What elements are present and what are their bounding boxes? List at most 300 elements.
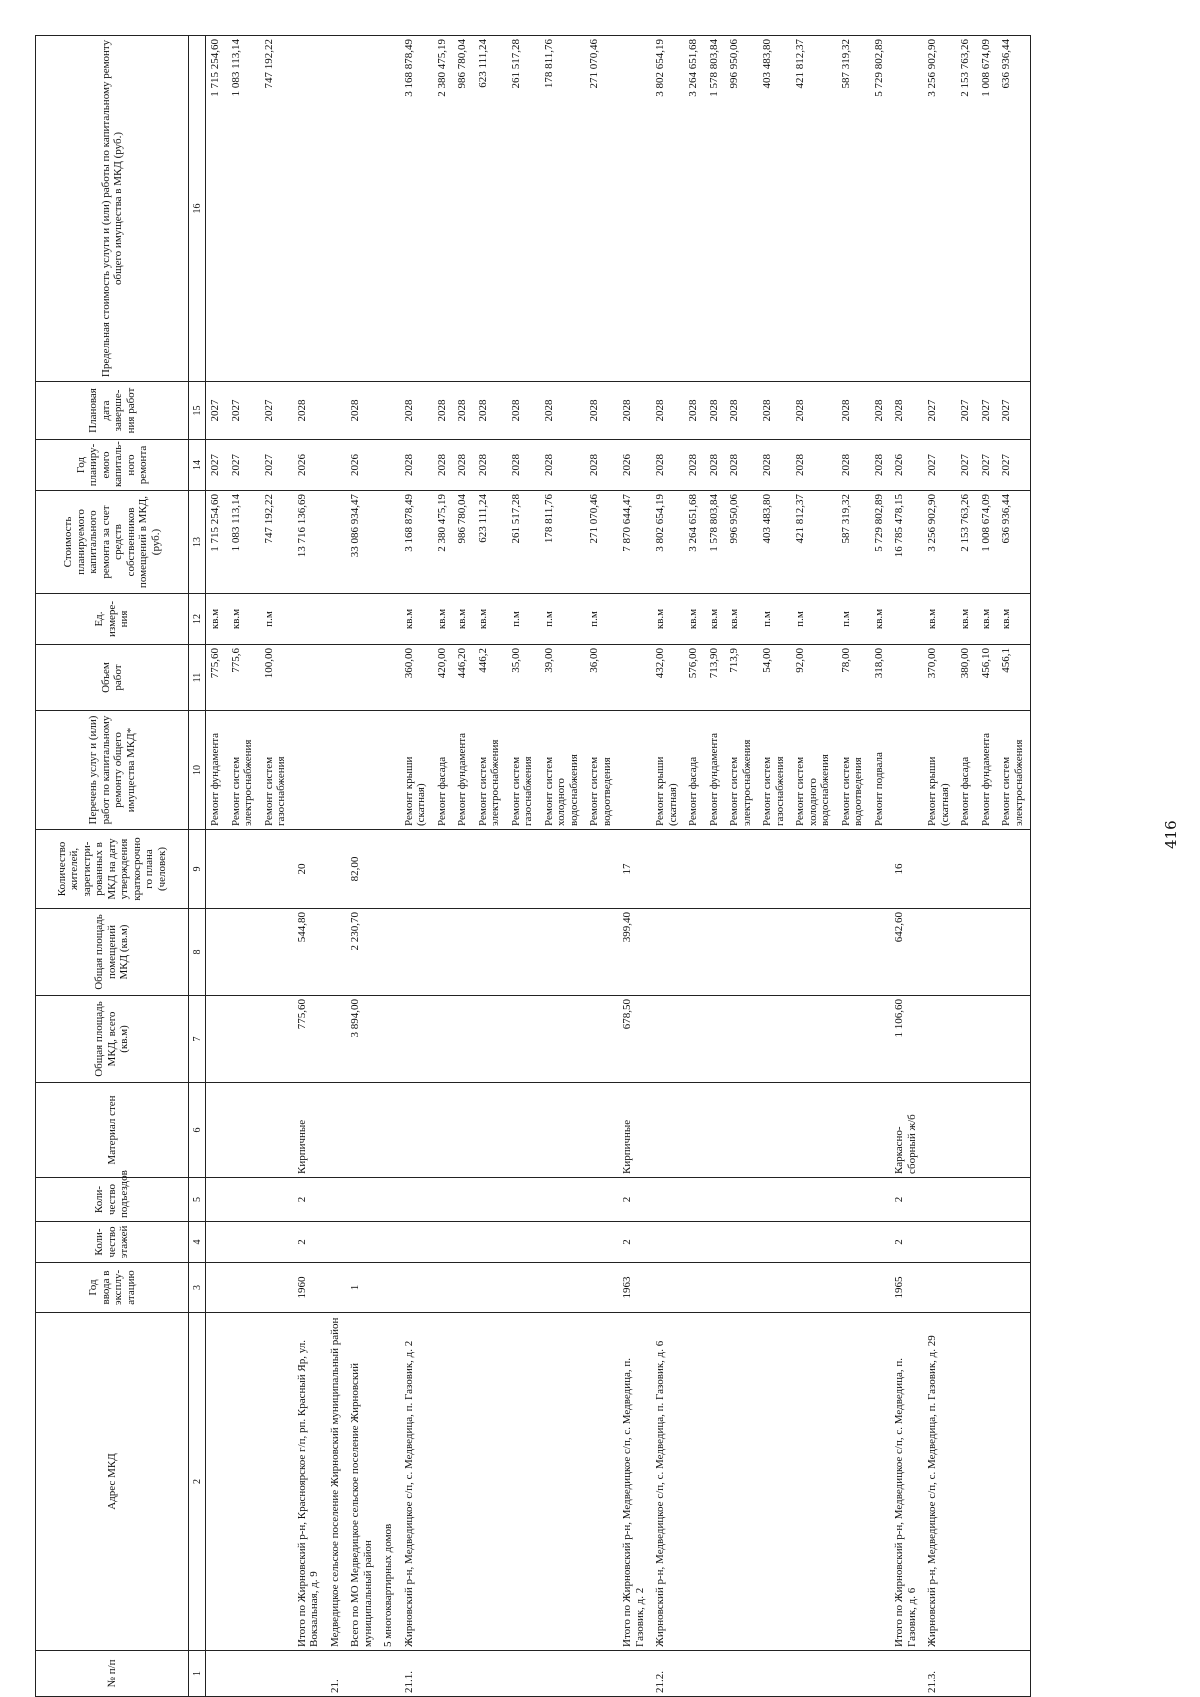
table-cell: 2027 — [227, 440, 260, 491]
table-cell — [923, 1083, 956, 1178]
table-cell: 13 716 136,69 — [293, 491, 326, 594]
table-row — [684, 36, 705, 1697]
table-row — [890, 36, 923, 1697]
table-cell — [977, 996, 998, 1083]
column-header: № п/п — [36, 1651, 189, 1697]
column-number: 12 — [189, 594, 206, 645]
table-cell: Ремонт крыши (скатная) — [400, 711, 433, 830]
table-cell — [651, 996, 684, 1083]
table-cell — [791, 1651, 837, 1697]
table-cell — [837, 1083, 870, 1178]
table-cell — [725, 1313, 758, 1651]
table-cell — [453, 1651, 474, 1697]
table-cell — [507, 1263, 540, 1313]
table-cell: 2028 — [585, 440, 618, 491]
table-cell: кв.м — [997, 594, 1031, 645]
table-cell — [379, 382, 400, 440]
table-cell — [206, 1222, 227, 1263]
table-cell: 2028 — [585, 382, 618, 440]
table-cell: 2028 — [474, 382, 507, 440]
table-cell — [379, 594, 400, 645]
table-cell — [705, 1222, 726, 1263]
table-cell — [725, 830, 758, 909]
table-cell — [618, 1651, 651, 1697]
table-cell: 2028 — [400, 440, 433, 491]
table-cell: 636 936,44 — [997, 36, 1031, 382]
column-number: 8 — [189, 909, 206, 996]
column-number: 1 — [189, 1651, 206, 1697]
table-cell: 92,00 — [791, 645, 837, 711]
table-row — [453, 36, 474, 1697]
table-cell: 2028 — [540, 382, 586, 440]
column-header: Коли-чество подъездов — [36, 1178, 189, 1222]
column-header: Материал стен — [36, 1083, 189, 1178]
table-cell — [540, 1651, 586, 1697]
table-cell: 3 168 878,49 — [400, 491, 433, 594]
table-cell: 544,80 — [293, 909, 326, 996]
table-cell — [997, 830, 1031, 909]
table-cell — [837, 1178, 870, 1222]
table-cell: 775,60 — [206, 645, 227, 711]
table-cell — [837, 909, 870, 996]
table-cell: кв.м — [651, 594, 684, 645]
table-cell — [453, 996, 474, 1083]
table-cell: 2027 — [997, 382, 1031, 440]
table-cell: Каркасно-сборный ж/б — [890, 1083, 923, 1178]
table-cell — [346, 36, 379, 382]
table-cell: 2028 — [400, 382, 433, 440]
table-cell — [326, 36, 347, 382]
table-cell — [474, 1651, 507, 1697]
table-cell — [433, 996, 454, 1083]
table-cell — [725, 909, 758, 996]
table-cell — [474, 1313, 507, 1651]
table-cell: 2027 — [923, 440, 956, 491]
table-cell — [379, 491, 400, 594]
table-cell — [585, 830, 618, 909]
table-row — [923, 36, 956, 1697]
table-cell — [585, 996, 618, 1083]
table-cell — [260, 909, 293, 996]
table-cell: 996 950,06 — [725, 491, 758, 594]
table-cell: Ремонт фундамента — [206, 711, 227, 830]
column-number: 5 — [189, 1178, 206, 1222]
table-cell — [400, 1263, 433, 1313]
table-cell: 2027 — [956, 440, 977, 491]
table-cell: 2028 — [684, 440, 705, 491]
table-cell — [379, 1083, 400, 1178]
table-cell: 2027 — [977, 440, 998, 491]
table-cell: 2028 — [705, 382, 726, 440]
table-row — [540, 36, 586, 1697]
column-number: 14 — [189, 440, 206, 491]
table-cell — [293, 711, 326, 830]
table-cell: 2028 — [791, 382, 837, 440]
table-row — [758, 36, 791, 1697]
table-cell — [837, 1263, 870, 1313]
table-cell — [474, 909, 507, 996]
table-cell: п.м — [758, 594, 791, 645]
table-cell: 2028 — [870, 382, 891, 440]
table-cell: 420,00 — [433, 645, 454, 711]
table-cell: 2028 — [791, 440, 837, 491]
table-cell: 3 264 651,68 — [684, 491, 705, 594]
table-cell — [379, 996, 400, 1083]
table-cell — [923, 996, 956, 1083]
table-cell: кв.м — [474, 594, 507, 645]
table-cell: 2028 — [837, 382, 870, 440]
table-cell: Всего по МО Медведицкое сельское поселение Жирновский муниципальный район — [346, 1313, 379, 1651]
table-cell: 261 517,28 — [507, 36, 540, 382]
table-cell — [326, 909, 347, 996]
table-cell — [453, 1178, 474, 1222]
table-cell: 39,00 — [540, 645, 586, 711]
table-cell — [540, 909, 586, 996]
table-cell: 5 729 802,89 — [870, 36, 891, 382]
table-cell — [956, 1222, 977, 1263]
table-cell — [346, 645, 379, 711]
table-cell — [326, 491, 347, 594]
table-cell — [433, 830, 454, 909]
table-cell — [379, 1222, 400, 1263]
table-row — [326, 36, 347, 1697]
table-cell: 2027 — [977, 382, 998, 440]
table-cell — [870, 1083, 891, 1178]
table-cell — [206, 1178, 227, 1222]
table-cell — [293, 594, 326, 645]
table-cell — [725, 996, 758, 1083]
table-cell: 2028 — [758, 382, 791, 440]
table-cell: 2 153 763,26 — [956, 491, 977, 594]
repair-plan-table — [35, 35, 1031, 1697]
table-cell: 2027 — [227, 382, 260, 440]
table-cell — [705, 1178, 726, 1222]
table-cell: кв.м — [684, 594, 705, 645]
table-cell — [684, 909, 705, 996]
table-cell: 21. — [326, 1651, 347, 1697]
table-cell — [293, 645, 326, 711]
table-cell — [890, 711, 923, 830]
table-cell — [956, 1083, 977, 1178]
table-cell — [997, 1313, 1031, 1651]
table-cell: 2028 — [725, 440, 758, 491]
table-cell: 21.3. — [923, 1651, 956, 1697]
table-cell — [923, 1222, 956, 1263]
table-cell: 2 380 475,19 — [433, 491, 454, 594]
table-cell: 403 483,80 — [758, 491, 791, 594]
table-cell: 587 319,32 — [837, 36, 870, 382]
table-cell: кв.м — [400, 594, 433, 645]
column-number: 6 — [189, 1083, 206, 1178]
table-cell: 2028 — [540, 440, 586, 491]
table-cell — [227, 909, 260, 996]
table-cell: 318,00 — [870, 645, 891, 711]
table-cell: 2027 — [260, 382, 293, 440]
column-header: Плановая дата заверше-ния работ — [36, 382, 189, 440]
table-cell — [956, 1651, 977, 1697]
table-cell: Ремонт систем водоотведения — [837, 711, 870, 830]
table-cell — [346, 711, 379, 830]
table-cell: Жирновский р-н, Медведицкое с/п, с. Медведица, п. Газовик, д. 29 — [923, 1313, 956, 1651]
table-cell: 1 008 674,09 — [977, 36, 998, 382]
table-cell — [956, 1263, 977, 1313]
table-cell — [791, 1222, 837, 1263]
column-number: 4 — [189, 1222, 206, 1263]
table-cell: 713,9 — [725, 645, 758, 711]
table-cell: 2027 — [206, 382, 227, 440]
table-row — [870, 36, 891, 1697]
table-cell — [791, 1313, 837, 1651]
column-number: 10 — [189, 711, 206, 830]
column-number: 2 — [189, 1313, 206, 1651]
table-cell: 2027 — [997, 440, 1031, 491]
table-cell: 178 811,76 — [540, 491, 586, 594]
table-cell: кв.м — [870, 594, 891, 645]
table-cell — [585, 1651, 618, 1697]
table-cell — [725, 1222, 758, 1263]
table-cell: Ремонт фундамента — [453, 711, 474, 830]
table-cell — [260, 1222, 293, 1263]
table-cell: кв.м — [923, 594, 956, 645]
table-cell — [585, 1083, 618, 1178]
table-cell: 100,00 — [260, 645, 293, 711]
table-cell — [758, 909, 791, 996]
table-cell: Ремонт подвала — [870, 711, 891, 830]
table-cell: 2 — [293, 1178, 326, 1222]
table-cell: 2028 — [725, 382, 758, 440]
column-number: 11 — [189, 645, 206, 711]
table-cell: Итого по Жирновский р-н, Медведицкое с/п, с. Медведица, п. Газовик, д. 6 — [890, 1313, 923, 1651]
table-cell — [585, 909, 618, 996]
table-cell — [540, 1083, 586, 1178]
table-cell — [890, 645, 923, 711]
table-cell: 2028 — [758, 440, 791, 491]
table-cell — [379, 830, 400, 909]
table-cell — [758, 830, 791, 909]
table-cell: Жирновский р-н, Медведицкое с/п, с. Медведица, п. Газовик, д. 2 — [400, 1313, 433, 1651]
table-cell: 2028 — [651, 440, 684, 491]
table-row — [977, 36, 998, 1697]
table-cell — [346, 1222, 379, 1263]
table-cell — [206, 1651, 227, 1697]
table-cell — [705, 909, 726, 996]
table-cell — [651, 1178, 684, 1222]
table-row — [433, 36, 454, 1697]
table-cell — [433, 1651, 454, 1697]
table-cell: кв.м — [956, 594, 977, 645]
table-cell — [400, 909, 433, 996]
table-cell: 370,00 — [923, 645, 956, 711]
table-cell — [684, 1178, 705, 1222]
table-cell: кв.м — [977, 594, 998, 645]
table-cell: Ремонт систем электроснабжения — [725, 711, 758, 830]
table-cell — [540, 1222, 586, 1263]
table-cell: 16 785 478,15 — [890, 491, 923, 594]
table-cell: п.м — [791, 594, 837, 645]
table-cell: п.м — [260, 594, 293, 645]
table-cell — [705, 1651, 726, 1697]
table-cell — [923, 909, 956, 996]
table-cell — [507, 830, 540, 909]
table-cell: 271 070,46 — [585, 36, 618, 382]
table-cell — [758, 1313, 791, 1651]
column-header: Адрес МКД — [36, 1313, 189, 1651]
table-cell — [651, 830, 684, 909]
table-row — [206, 36, 227, 1697]
table-cell — [651, 909, 684, 996]
table-cell — [758, 1083, 791, 1178]
table-cell — [870, 1263, 891, 1313]
table-cell — [379, 909, 400, 996]
table-row — [474, 36, 507, 1697]
table-cell — [540, 996, 586, 1083]
table-cell — [453, 1222, 474, 1263]
table-cell: 456,1 — [997, 645, 1031, 711]
table-cell — [453, 830, 474, 909]
table-cell — [725, 1651, 758, 1697]
table-cell — [507, 1651, 540, 1697]
table-cell: 2028 — [507, 440, 540, 491]
table-cell: 1 083 113,14 — [227, 36, 260, 382]
table-cell: 261 517,28 — [507, 491, 540, 594]
table-cell: 576,00 — [684, 645, 705, 711]
table-cell: Ремонт крыши (скатная) — [923, 711, 956, 830]
table-cell — [725, 1083, 758, 1178]
table-cell: 20 — [293, 830, 326, 909]
table-cell — [997, 909, 1031, 996]
table-cell — [758, 1222, 791, 1263]
table-cell: 17 — [618, 830, 651, 909]
table-cell: 636 936,44 — [997, 491, 1031, 594]
table-cell — [260, 1313, 293, 1651]
table-cell — [977, 830, 998, 909]
table-cell: 2027 — [923, 382, 956, 440]
table-cell — [346, 1083, 379, 1178]
table-cell — [837, 830, 870, 909]
table-cell — [791, 909, 837, 996]
table-cell: кв.м — [206, 594, 227, 645]
table-cell — [433, 1222, 454, 1263]
table-cell: 2028 — [433, 440, 454, 491]
table-cell — [326, 440, 347, 491]
table-cell — [977, 1083, 998, 1178]
table-cell: 3 264 651,68 — [684, 36, 705, 382]
table-cell: 360,00 — [400, 645, 433, 711]
table-cell: 3 802 654,19 — [651, 491, 684, 594]
table-cell: 2027 — [260, 440, 293, 491]
table-cell: Жирновский р-н, Медведицкое с/п, с. Медведица, п. Газовик, д. 6 — [651, 1313, 684, 1651]
column-number: 7 — [189, 996, 206, 1083]
table-cell — [326, 1083, 347, 1178]
table-cell: 403 483,80 — [758, 36, 791, 382]
table-cell: 2028 — [507, 382, 540, 440]
table-cell — [379, 36, 400, 382]
table-cell — [227, 1651, 260, 1697]
table-cell: 1 008 674,09 — [977, 491, 998, 594]
table-cell: Итого по Жирновский р-н, Медведицкое с/п, с. Медведица, п. Газовик, д. 2 — [618, 1313, 651, 1651]
table-cell: 1963 — [618, 1263, 651, 1313]
page-number: 416 — [1162, 820, 1180, 849]
table-cell — [346, 594, 379, 645]
table-cell: 380,00 — [956, 645, 977, 711]
table-cell — [346, 1178, 379, 1222]
table-cell — [837, 1651, 870, 1697]
table-cell — [618, 36, 651, 382]
table-cell — [540, 1178, 586, 1222]
table-row — [400, 36, 433, 1697]
table-cell — [997, 1222, 1031, 1263]
table-cell: 2 — [293, 1222, 326, 1263]
table-cell: 421 812,37 — [791, 36, 837, 382]
table-cell: 3 894,00 — [346, 996, 379, 1083]
table-cell — [379, 440, 400, 491]
table-cell — [651, 1263, 684, 1313]
column-header: Общая площадь помещений МКД (кв.м) — [36, 909, 189, 996]
column-number: 13 — [189, 491, 206, 594]
table-cell — [705, 1083, 726, 1178]
column-number: 15 — [189, 382, 206, 440]
table-cell: кв.м — [453, 594, 474, 645]
table-cell: 2026 — [293, 440, 326, 491]
table-cell — [956, 1178, 977, 1222]
table-cell: Ремонт систем газоснабжения — [507, 711, 540, 830]
table-cell: 2027 — [956, 382, 977, 440]
table-cell — [997, 1083, 1031, 1178]
header-row — [36, 36, 189, 1697]
table-cell — [997, 1263, 1031, 1313]
table-row — [837, 36, 870, 1697]
table-cell: Ремонт систем водоотведения — [585, 711, 618, 830]
table-cell — [379, 1263, 400, 1313]
table-cell: п.м — [507, 594, 540, 645]
table-cell — [870, 830, 891, 909]
table-cell — [684, 1651, 705, 1697]
table-cell — [453, 1313, 474, 1651]
table-cell: Кирпичные — [293, 1083, 326, 1178]
table-cell: 623 111,24 — [474, 491, 507, 594]
table-cell: 2028 — [705, 440, 726, 491]
table-cell: 2 380 475,19 — [433, 36, 454, 382]
column-header: Коли-чество этажей — [36, 1222, 189, 1263]
table-cell: 2027 — [206, 440, 227, 491]
table-cell: 642,60 — [890, 909, 923, 996]
table-row — [997, 36, 1031, 1697]
table-cell: 3 256 902,90 — [923, 491, 956, 594]
table-cell — [474, 830, 507, 909]
table-cell: Ремонт фундамента — [705, 711, 726, 830]
table-cell — [618, 645, 651, 711]
table-cell — [870, 1651, 891, 1697]
table-cell: Медведицкое сельское поселение Жирновский муниципальный район — [326, 1313, 347, 1651]
table-cell: 1 083 113,14 — [227, 491, 260, 594]
table-cell — [474, 996, 507, 1083]
table-cell: 3 168 878,49 — [400, 36, 433, 382]
table-cell — [977, 1651, 998, 1697]
table-cell — [923, 1263, 956, 1313]
table-cell — [507, 996, 540, 1083]
table-cell: кв.м — [705, 594, 726, 645]
table-cell: 623 111,24 — [474, 36, 507, 382]
table-cell: Ремонт систем газоснабжения — [260, 711, 293, 830]
table-cell: 2 — [618, 1222, 651, 1263]
column-header: Стоимость планируемого капитального ремонта за счет средств собственников помещений в МКД, (руб.) — [36, 491, 189, 594]
table-cell — [326, 645, 347, 711]
table-cell: 399,40 — [618, 909, 651, 996]
table-cell: 5 многоквартирных домов — [379, 1313, 400, 1651]
table-cell — [227, 830, 260, 909]
table-row — [725, 36, 758, 1697]
table-cell — [705, 1263, 726, 1313]
